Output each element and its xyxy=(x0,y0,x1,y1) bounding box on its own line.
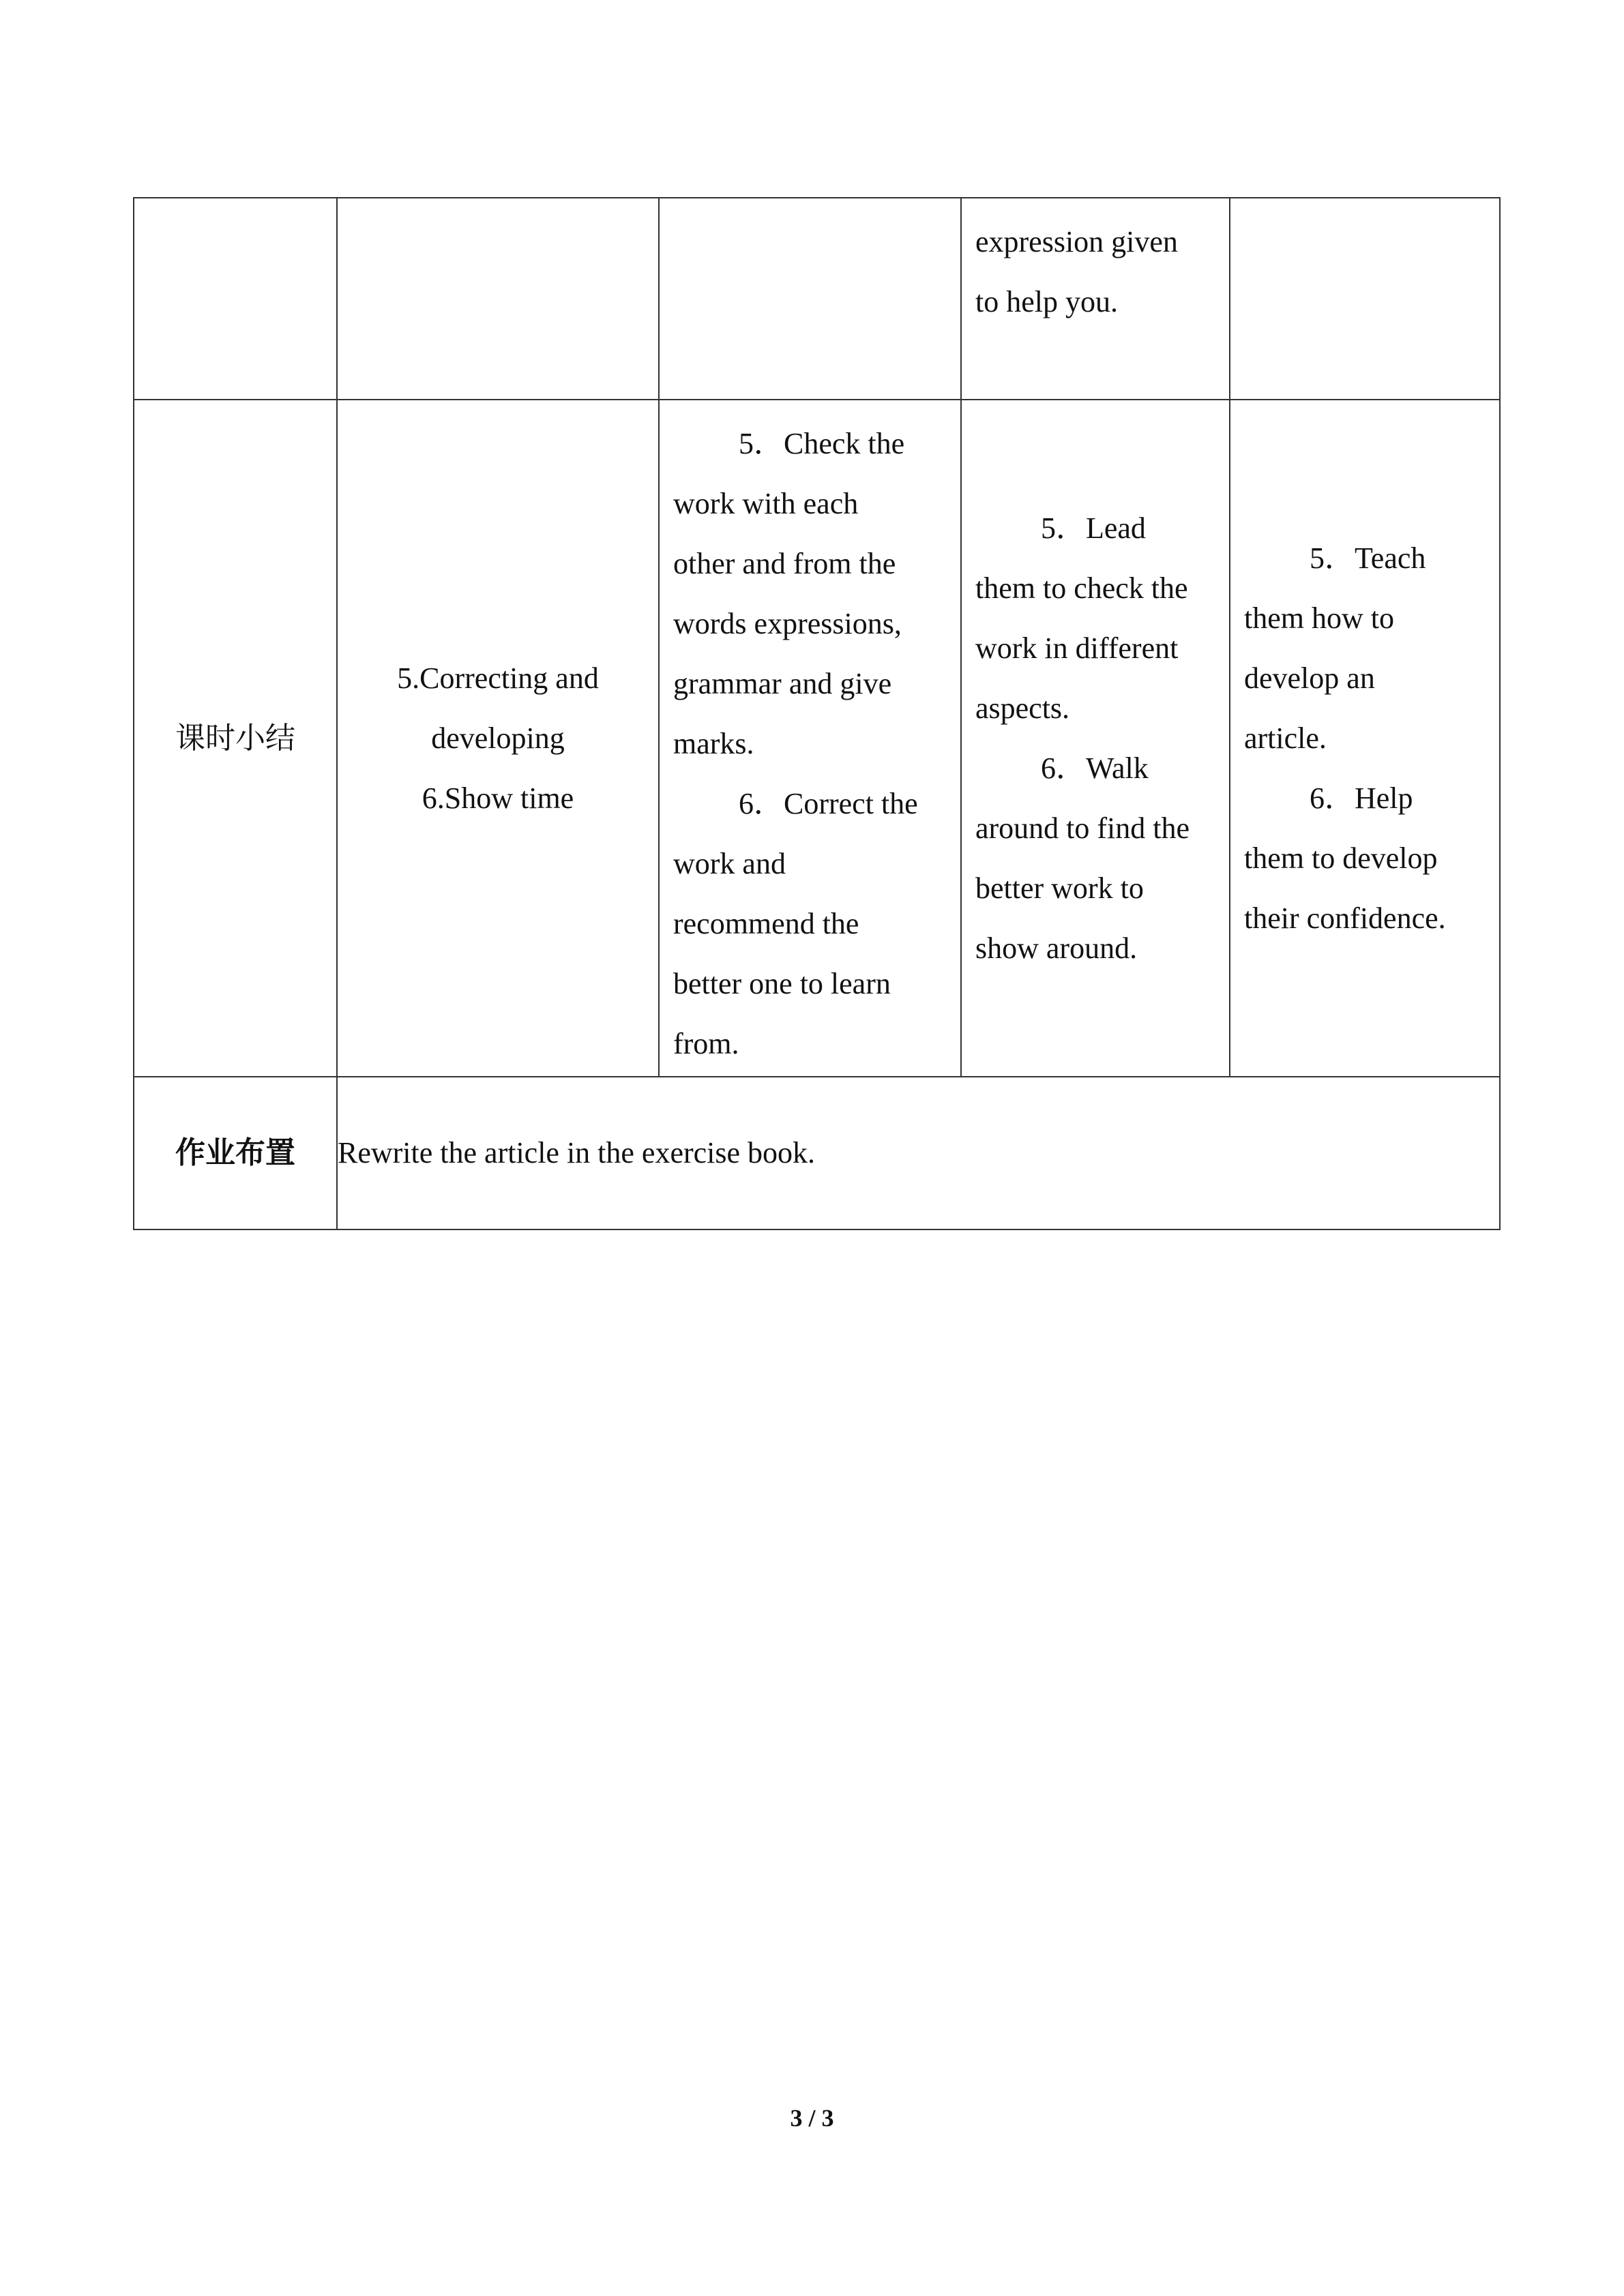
cell-r1-c5 xyxy=(1230,198,1500,400)
step-line: 6.Show time xyxy=(422,781,574,815)
cell-r1-c1 xyxy=(134,198,337,400)
line: grammar and give xyxy=(673,667,892,700)
paragraph-first-line: 6．Help xyxy=(1310,781,1413,815)
line: them to develop xyxy=(1244,841,1438,875)
line: their confidence. xyxy=(1244,901,1446,935)
line: work and xyxy=(673,847,786,880)
line: them how to xyxy=(1244,601,1394,635)
cell-teacher-activities xyxy=(961,400,1230,1077)
line: them to check the xyxy=(975,571,1188,605)
paragraph-first-line: 5．Teach xyxy=(1310,541,1426,575)
line: show around. xyxy=(975,931,1138,965)
cell-student-activities xyxy=(659,400,961,1077)
line: from. xyxy=(673,1027,739,1060)
line: recommend the xyxy=(673,907,859,940)
step-line: developing xyxy=(431,721,565,755)
paragraph-first-line: 6．Correct the xyxy=(739,787,918,820)
step-line: 5.Correcting and xyxy=(397,661,599,695)
table-row-continuation xyxy=(134,198,1500,400)
line: work in different xyxy=(975,631,1179,665)
homework-content: Rewrite the article in the exercise book. xyxy=(337,1077,1500,1229)
line: to help you. xyxy=(975,285,1118,318)
cell-design-intent xyxy=(1230,400,1500,1077)
line: better work to xyxy=(975,871,1144,905)
paragraph-first-line: 5．Check the xyxy=(739,427,905,460)
line: better one to learn xyxy=(673,967,891,1000)
cell-steps xyxy=(337,400,659,1077)
cell-r1-c3 xyxy=(659,198,961,400)
line: marks. xyxy=(673,727,754,760)
line: article. xyxy=(1244,721,1327,755)
cell-r1-c2 xyxy=(337,198,659,400)
line: aspects. xyxy=(975,691,1070,725)
line: around to find the xyxy=(975,811,1190,845)
cell-r1-c4 xyxy=(961,198,1230,400)
row-label-summary: 课时小结 xyxy=(134,400,337,1077)
paragraph-first-line: 5．Lead xyxy=(1041,511,1146,545)
page-number: 3 / 3 xyxy=(790,2104,834,2132)
row-label-homework: 作业布置 xyxy=(134,1077,337,1229)
line: work with each xyxy=(673,487,859,520)
lesson-plan-table xyxy=(133,197,1501,1230)
line: expression given xyxy=(975,225,1178,258)
table-row-homework xyxy=(134,1077,1500,1229)
line: words expressions, xyxy=(673,607,902,640)
paragraph-first-line: 6．Walk xyxy=(1041,751,1149,785)
line: develop an xyxy=(1244,661,1375,695)
line: other and from the xyxy=(673,547,896,580)
table-row-summary xyxy=(134,400,1500,1077)
